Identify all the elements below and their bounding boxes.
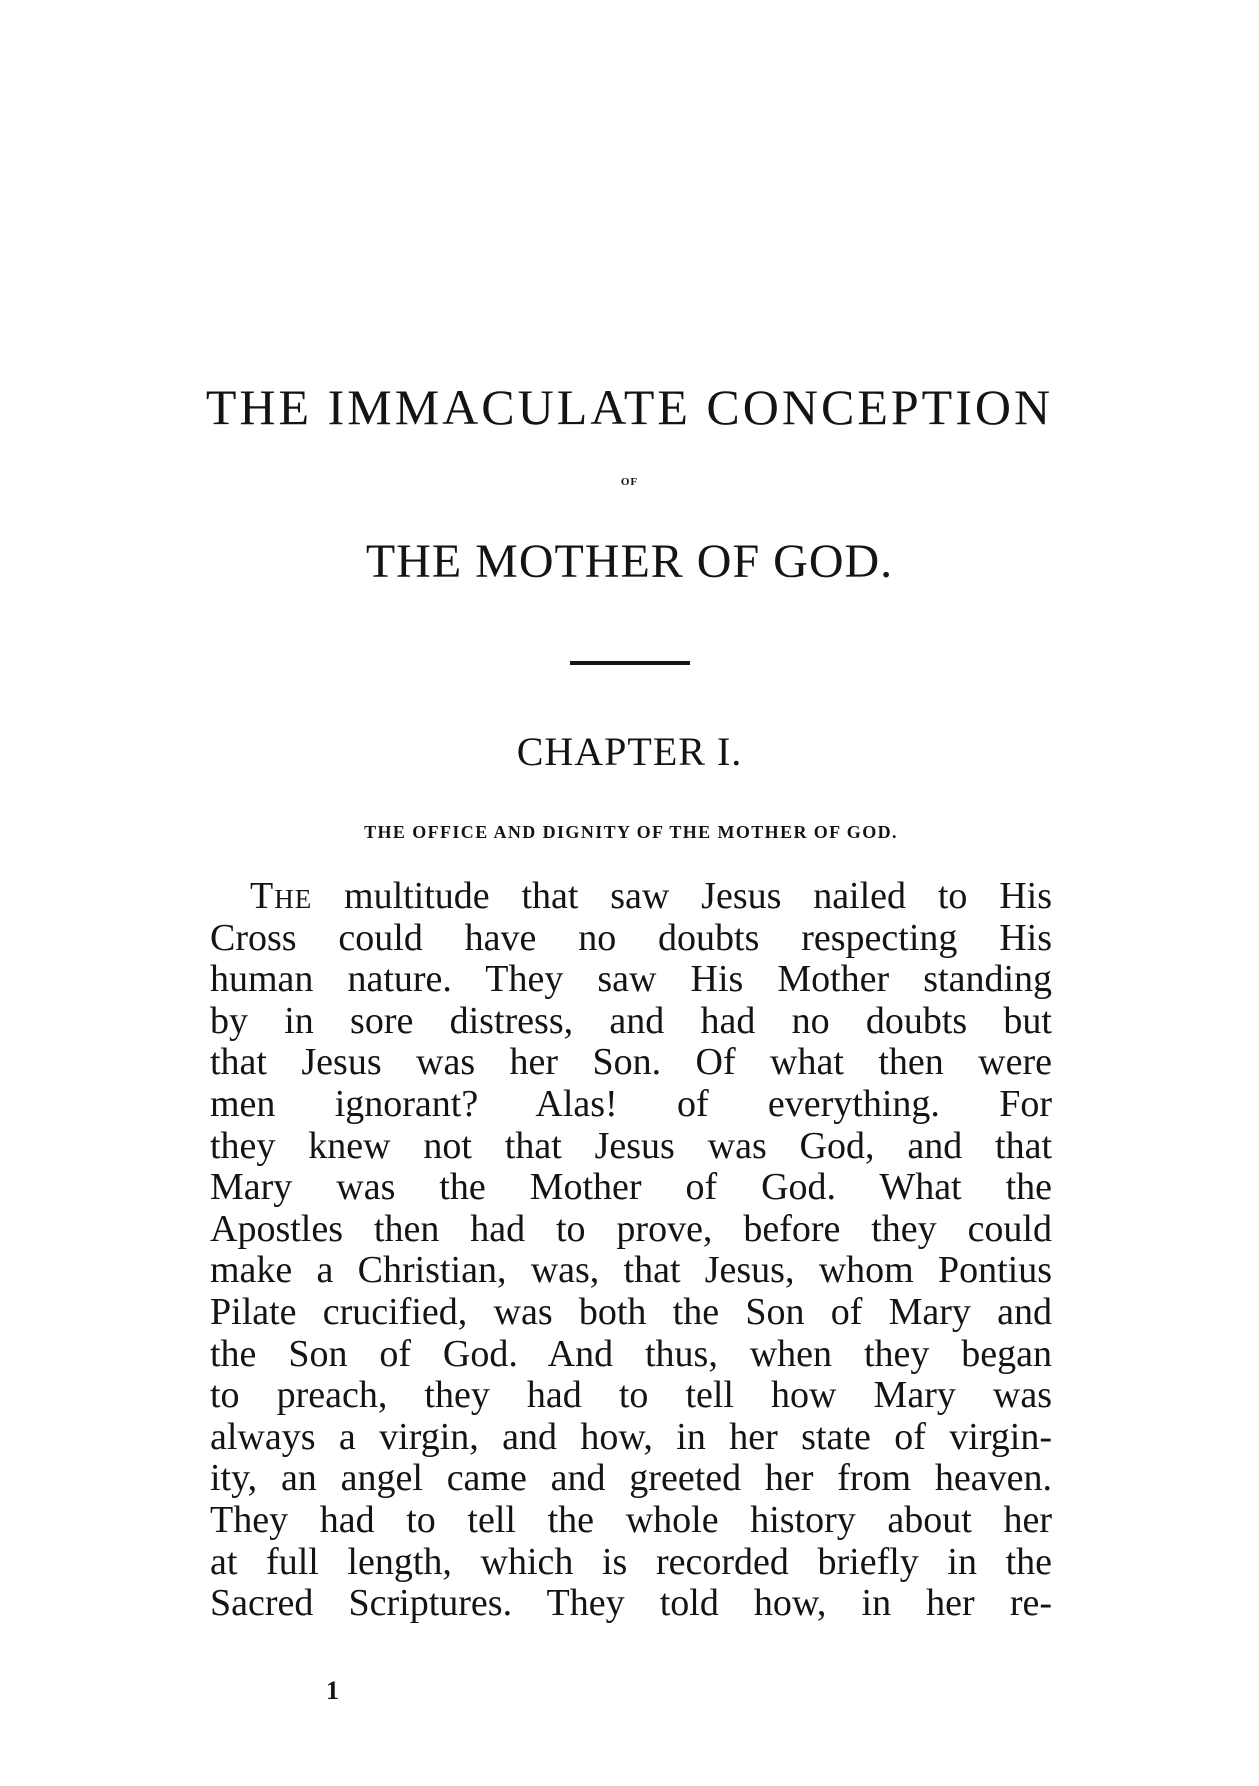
text-line: that Jesus was her Son. Of what then were bbox=[210, 1041, 1052, 1084]
text-line: The multitude that saw Jesus nailed to His bbox=[250, 875, 1052, 917]
title-divider bbox=[570, 661, 690, 665]
title-connector: OF bbox=[620, 476, 639, 488]
text-line: human nature. They saw His Mother standing bbox=[210, 958, 1052, 1001]
text-line: men ignorant? Alas! of everything. For bbox=[210, 1082, 1052, 1125]
page-number: 1 bbox=[326, 1676, 339, 1705]
text-line: Cross could have no doubts respecting His bbox=[210, 916, 1052, 959]
text-line: ity, an angel came and greeted her from heaven. bbox=[210, 1457, 1052, 1500]
text-line: Mary was the Mother of God. What the bbox=[210, 1166, 1052, 1209]
text-line: Sacred Scriptures. They told how, in her re- bbox=[210, 1582, 1052, 1625]
text-line: to preach, they had to tell how Mary was bbox=[210, 1374, 1052, 1417]
book-title: THE IMMACULATE CONCEPTION bbox=[205, 379, 1054, 435]
body-paragraph bbox=[210, 876, 1052, 1625]
text-line: Apostles then had to prove, before they could bbox=[210, 1207, 1052, 1250]
text-line: they knew not that Jesus was God, and that bbox=[210, 1124, 1052, 1167]
text-line: by in sore distress, and had no doubts but bbox=[210, 999, 1052, 1042]
chapter-heading: CHAPTER I. bbox=[516, 729, 743, 774]
text-line: the Son of God. And thus, when they began bbox=[210, 1332, 1052, 1375]
book-subtitle: THE MOTHER OF GOD. bbox=[365, 535, 894, 588]
text-line: at full length, which is recorded briefly in the bbox=[210, 1540, 1052, 1583]
text-line: make a Christian, was, that Jesus, whom Pontius bbox=[210, 1249, 1052, 1292]
text-line: They had to tell the whole history about her bbox=[210, 1498, 1052, 1541]
text-line: Pilate crucified, was both the Son of Mary and bbox=[210, 1290, 1052, 1333]
chapter-subtitle: THE OFFICE AND DIGNITY OF THE MOTHER OF GOD. bbox=[364, 822, 898, 842]
text-line: always a virgin, and how, in her state of virgin- bbox=[210, 1415, 1052, 1458]
opening-word: The bbox=[250, 875, 313, 917]
